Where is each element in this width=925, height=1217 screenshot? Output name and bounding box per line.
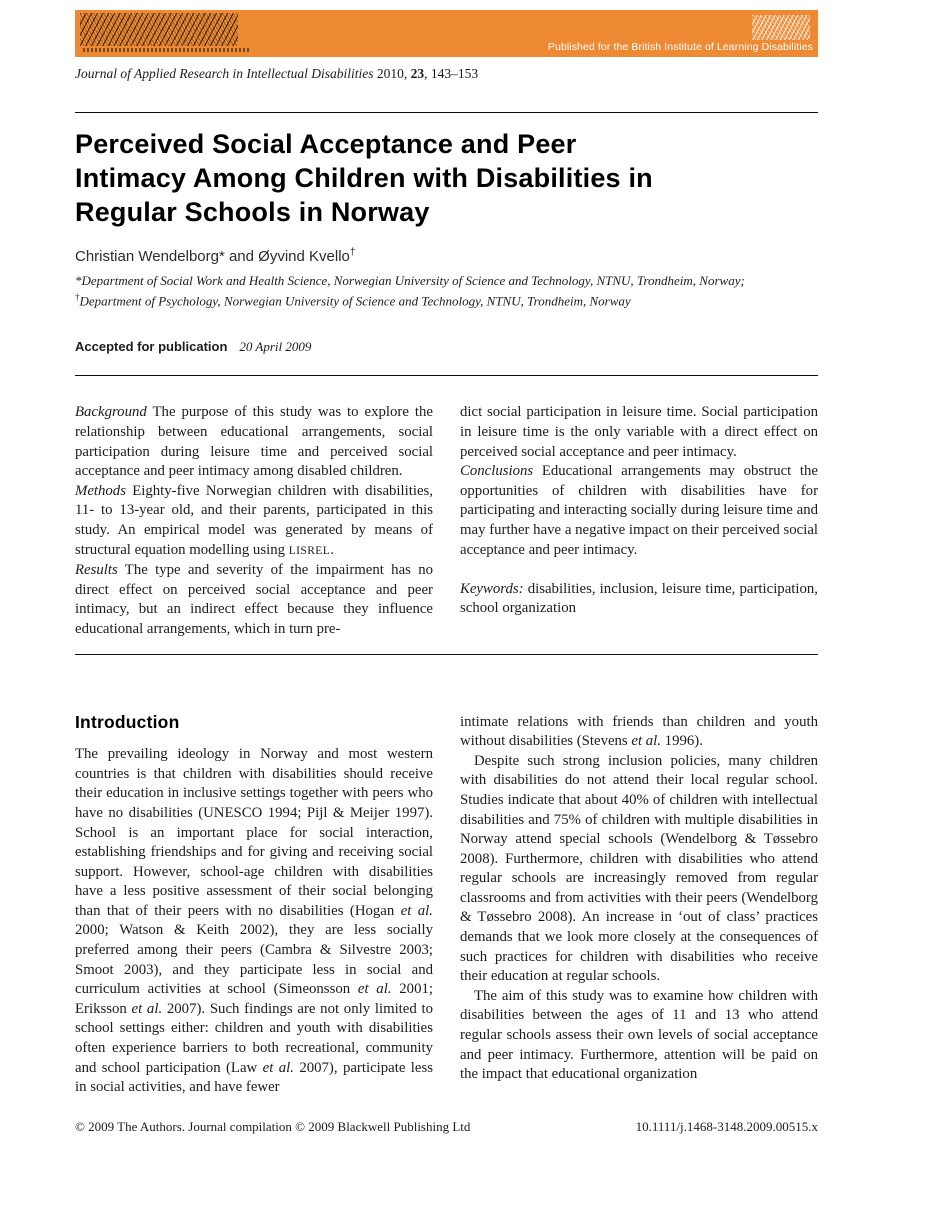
- publisher-note: Published for the British Institute of Learning Disabilities: [547, 41, 813, 53]
- rule-above-title: [75, 112, 818, 113]
- journal-logo-caption: [83, 48, 251, 52]
- abstract-methods: Methods Eighty-five Norwegian children with disabilities, 11- to 13-year old, and their parents, participated in this study. An empirical model was generated by means of structural equation modelling using LISREL.: [75, 482, 433, 558]
- page-footer: [75, 1119, 818, 1135]
- journal-citation-line: Journal of Applied Research in Intellectual Disabilities 2010, 23, 143–153: [75, 66, 479, 81]
- doi: 10.1111/j.1468-3148.2009.00515.x: [635, 1118, 818, 1134]
- abstract: [75, 403, 818, 639]
- intro-paragraph-3: The aim of this study was to examine how children with disabilities between the ages of 11 and 13 who attend regular schools assess their own levels of social acceptance and peer intimacy. Furthermore, attention will be paid on the impact that educational organization: [460, 987, 818, 1083]
- affiliation-1: *Department of Social Work and Health Science, Norwegian University of Science and Technology, NTNU, Trondheim, Norway;: [75, 273, 745, 289]
- abstract-keywords: Keywords: disabilities, inclusion, leisure time, participation, school organization: [460, 580, 818, 617]
- intro-paragraph-1: The prevailing ideology in Norway and most western countries is that children with disabilities should receive their education in inclusive settings together with peers who have no disabilities (UNESCO 1994; Pijl & Meijer 1997). School is an important place for social interaction, establishing friendships and for giving and receiving social support. However, school-age children with disabilities have a less positive assessment of their social belonging than that of their peers with no disabilities (Hogan et al. 2000; Watson & Keith 2002), they are less socially preferred among their peers (Cambra & Silvestre 2003; Smoot 2003), and they participate less in social and curriculum activities at school (Simeonsson et al. 2001; Eriksson et al. 2007). Such findings are not only limited to school settings either: children and youth with disabilities often experience barriers to both recreational, community and school participation (Law et al. 2007), participate less in social activities, and have fewer: [75, 746, 433, 1096]
- abstract-left-column: [75, 403, 433, 639]
- rule-above-abstract: [75, 375, 818, 376]
- abstract-results: Results The type and severity of the impairment has no direct effect on perceived social acceptance and peer intimacy, but an indirect effect because they influence educational arrangements, which in turn pre-: [75, 562, 433, 637]
- intro-paragraph-2: Despite such strong inclusion policies, many children with disabilities do not attend their local regular school. Studies indicate that about 40% of children with intellectual disabilities and 75% of children with multiple disabilities in Norway attend special schools (Wendelborg & Tøssebro 2008). Furthermore, children with disabilities who attend regular schools are increasingly removed from regular classrooms and from activities with their peers (Wendelborg & Tøssebro 2008). An increase in ‘out of class’ practices demands that we look more closely at the consequences of such practices for children with disabilities who receive their education at regular schools.: [460, 752, 818, 985]
- authors-line: Christian Wendelborg* and Øyvind Kvello†: [75, 247, 356, 266]
- introduction-heading: Introduction: [75, 711, 180, 732]
- abstract-right-column: [460, 403, 818, 639]
- introduction-section: [75, 713, 818, 1098]
- accepted-date: 20 April 2009: [239, 339, 312, 355]
- accepted-label: Accepted for publication: [75, 339, 228, 355]
- abstract-results-continued: dict social participation in leisure time. Social participation in leisure time is the only variable with a direct effect on perceived social acceptance and peer intimacy.: [460, 404, 818, 460]
- journal-logo-scribble-icon: [80, 13, 238, 46]
- abstract-background: Background The purpose of this study was to explore the relationship between educational arrangements, social participation during leisure time and perceived social acceptance and peer intimacy among disabled children.: [75, 404, 433, 480]
- accepted-line: [75, 339, 818, 355]
- body-right-column: [460, 713, 818, 1098]
- affiliations-block: [75, 272, 818, 309]
- bild-logo-scribble-icon: [752, 15, 810, 40]
- affiliation-2: †Department of Psychology, Norwegian University of Science and Technology, NTNU, Trondheim, Norway: [75, 292, 631, 309]
- article-title: Perceived Social Acceptance and Peer Intimacy Among Children with Disabilities in Regular Schools in Norway: [75, 129, 653, 227]
- publisher-banner: [75, 10, 818, 57]
- rule-below-abstract: [75, 654, 818, 655]
- body-left-column: [75, 713, 433, 1098]
- intro-paragraph-1-continued: intimate relations with friends than children and youth without disabilities (Stevens et al. 1996).: [460, 713, 818, 750]
- abstract-conclusions: Conclusions Educational arrangements may obstruct the opportunities of children with disabilities have for participating and interacting socially during leisure time and may further have a negative impact on their perceived social acceptance and peer intimacy.: [460, 463, 818, 558]
- copyright-line: © 2009 The Authors. Journal compilation © 2009 Blackwell Publishing Ltd: [75, 1118, 471, 1134]
